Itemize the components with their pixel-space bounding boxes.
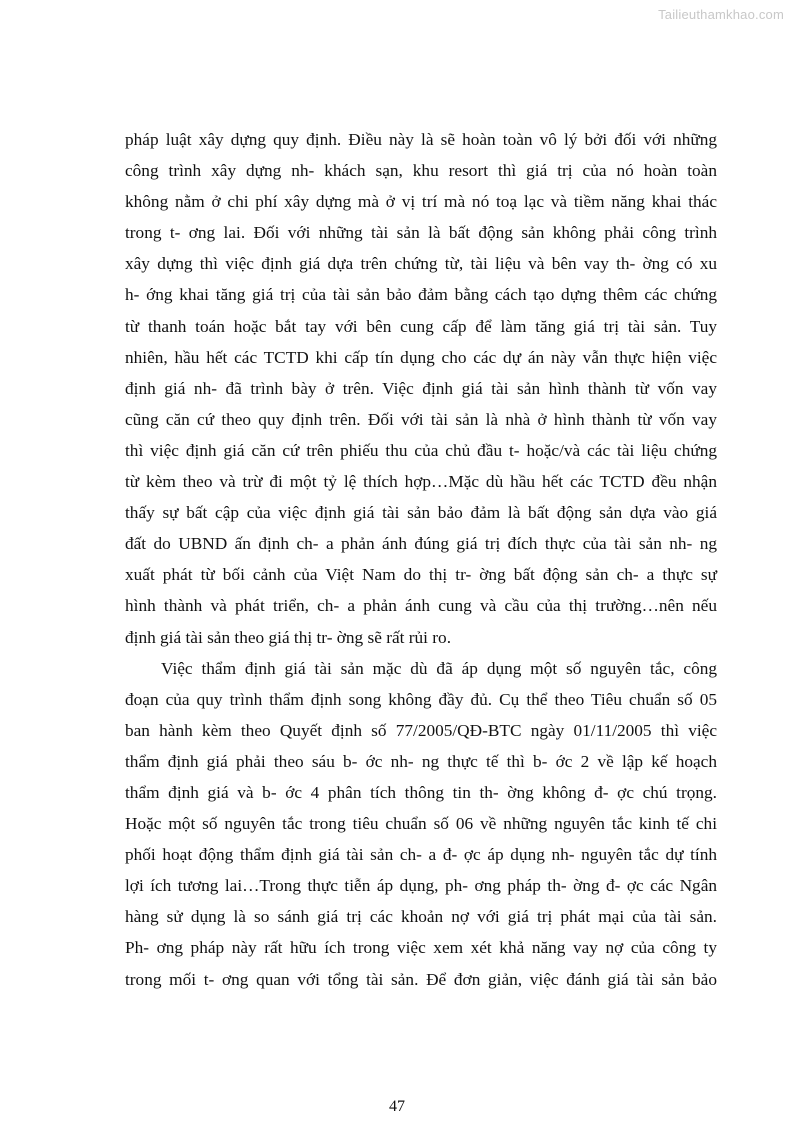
text-line: Hoặc một số nguyên tắc trong tiêu chuẩn số 06 về những nguyên tắc kinh tế chi (125, 814, 717, 834)
text-line: không nằm ở chi phí xây dựng mà ở vị trí mà nó toạ lạc và tiềm năng khai thác (125, 192, 717, 212)
text-line: lợi ích tương lai…Trong thực tiễn áp dụng, ph- ơng pháp th- ờng đ- ợc các Ngân (125, 876, 717, 896)
document-body (125, 124, 717, 995)
text-line: ban hành kèm theo Quyết định số 77/2005/QĐ-BTC ngày 01/11/2005 thì việc (125, 720, 717, 740)
text-line: đoạn của quy trình thẩm định song không đầy đủ. Cụ thể theo Tiêu chuẩn số 05 (125, 689, 717, 709)
text-line: xây dựng thì việc định giá dựa trên chứng từ, tài liệu và bên vay th- ờng có xu (125, 254, 717, 274)
paragraph-1 (125, 124, 717, 653)
text-line: h- ớng khai tăng giá trị của tài sản bảo đảm bằng cách tạo dựng thêm các chứng (125, 285, 717, 305)
text-line: thẩm định giá phải theo sáu b- ớc nh- ng thực tế thì b- ớc 2 về lập kế hoạch (125, 751, 717, 771)
paragraph-2 (125, 653, 717, 995)
text-line: thấy sự bất cập của việc định giá tài sản bảo đảm là bất động sản dựa vào giá (125, 503, 717, 523)
text-line: hình thành và phát triển, ch- a phản ánh cung và cầu của thị trường…nên nếu (125, 596, 717, 616)
text-line: từ kèm theo và trừ đi một tỷ lệ thích hợp…Mặc dù hầu hết các TCTD đều nhận (125, 472, 717, 492)
text-line: thì việc định giá căn cứ trên phiếu thu của chủ đầu t- hoặc/và các tài liệu chứng (125, 440, 717, 460)
text-line: cũng căn cứ theo quy định trên. Đối với tài sản là nhà ở hình thành từ vốn vay (125, 409, 717, 429)
text-line: phối hoạt động thẩm định giá tài sản ch- a đ- ợc áp dụng nh- nguyên tắc dự tính (125, 845, 717, 865)
page-number: 47 (389, 1098, 405, 1115)
text-line: định giá tài sản theo giá thị tr- ờng sẽ rất rủi ro. (125, 627, 452, 647)
text-line: xuất phát từ bối cảnh của Việt Nam do thị tr- ờng bất động sản ch- a thực sự (125, 565, 717, 585)
text-line: định giá nh- đã trình bày ở trên. Việc định giá tài sản hình thành từ vốn vay (125, 378, 717, 398)
text-line: Việc thẩm định giá tài sản mặc dù đã áp dụng một số nguyên tắc, công (161, 658, 717, 678)
text-line: từ thanh toán hoặc bắt tay với bên cung cấp để làm tăng giá trị tài sản. Tuy (125, 316, 717, 336)
text-line: trong t- ơng lai. Đối với những tài sản là bất động sản không phải công trình (125, 223, 717, 243)
text-line: trong mối t- ơng quan với tổng tài sản. Để đơn giản, việc đánh giá tài sản bảo (125, 969, 717, 989)
text-line: Ph- ơng pháp này rất hữu ích trong việc xem xét khả năng vay nợ của công ty (125, 938, 717, 958)
text-line: công trình xây dựng nh- khách sạn, khu resort thì giá trị của nó hoàn toàn (125, 161, 717, 181)
text-line: pháp luật xây dựng quy định. Điều này là sẽ hoàn toàn vô lý bởi đối với những (125, 130, 717, 149)
text-line: thẩm định giá và b- ớc 4 phân tích thông tin th- ờng không đ- ợc chú trọng. (125, 782, 717, 802)
text-line: đất do UBND ấn định ch- a phản ánh đúng giá trị đích thực của tài sản nh- ng (125, 534, 717, 554)
text-line: hàng sử dụng là so sánh giá trị các khoản nợ với giá trị phát mại của tài sản. (125, 907, 717, 927)
text-line: nhiên, hầu hết các TCTD khi cấp tín dụng cho các dự án này vẫn thực hiện việc (125, 347, 717, 367)
watermark-text: Tailieuthamkhao.com (658, 7, 784, 22)
